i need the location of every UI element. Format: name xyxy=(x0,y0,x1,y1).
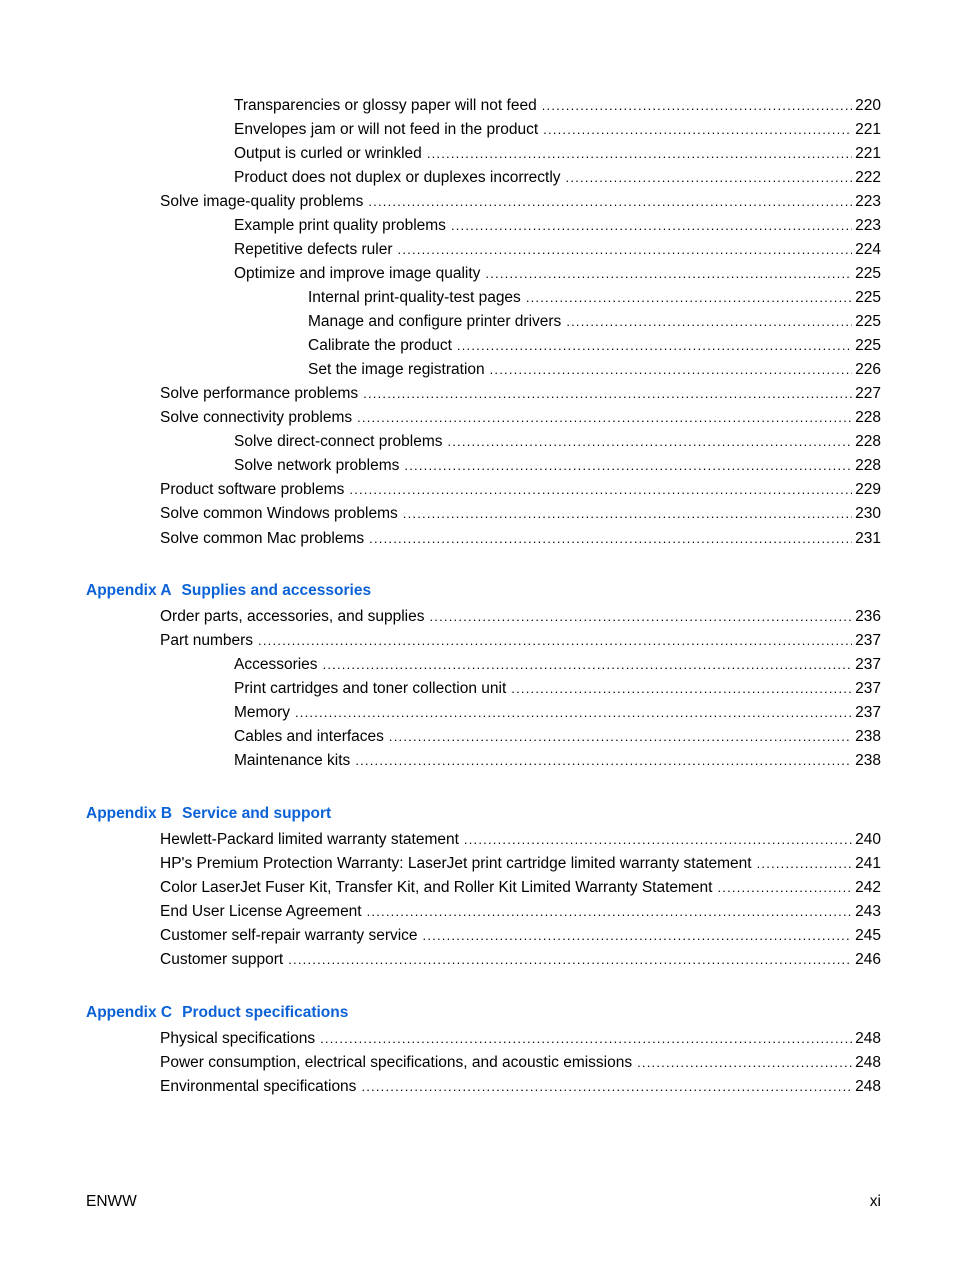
dot-leader xyxy=(404,456,852,476)
appendix-title: Service and support xyxy=(182,805,332,822)
toc-entry[interactable] xyxy=(160,480,881,500)
toc-entry-page: 228 xyxy=(855,409,881,426)
dot-leader xyxy=(363,384,852,404)
toc-entry[interactable] xyxy=(160,830,881,850)
toc-entry-page: 238 xyxy=(855,752,881,769)
toc-entry-page: 227 xyxy=(855,385,881,402)
toc-entry-page: 223 xyxy=(855,193,881,210)
toc-entry[interactable] xyxy=(160,408,881,428)
toc-entry[interactable] xyxy=(308,336,881,356)
toc-entry-page: 228 xyxy=(855,433,881,450)
toc-entry[interactable] xyxy=(234,120,881,140)
toc-entry-title: Order parts, accessories, and supplies xyxy=(160,608,425,625)
dot-leader xyxy=(457,336,852,356)
toc-entry[interactable] xyxy=(234,703,881,723)
dot-leader xyxy=(637,1053,852,1073)
dot-leader xyxy=(485,264,852,284)
toc-entry-page: 240 xyxy=(855,831,881,848)
toc-entry-title: Repetitive defects ruler xyxy=(234,241,393,258)
appendix-b-heading[interactable] xyxy=(86,803,331,825)
toc-entry-title: Set the image registration xyxy=(308,361,485,378)
toc-entry-title: Example print quality problems xyxy=(234,217,446,234)
toc-entry-page: 246 xyxy=(855,951,881,968)
footer-left: ENWW xyxy=(86,1193,137,1210)
toc-entry[interactable] xyxy=(160,950,881,970)
toc-entry-page: 231 xyxy=(855,530,881,547)
toc-entry-title: Solve common Mac problems xyxy=(160,530,365,547)
toc-entry-page: 236 xyxy=(855,608,881,625)
toc-entry-title: Customer support xyxy=(160,951,284,968)
toc-entry[interactable] xyxy=(160,1077,881,1097)
toc-entry-title: Transparencies or glossy paper will not feed xyxy=(234,97,537,114)
dot-leader xyxy=(451,216,852,236)
toc-entry-title: Output is curled or wrinkled xyxy=(234,145,422,162)
toc-entry-page: 245 xyxy=(855,927,881,944)
toc-entry-page: 241 xyxy=(855,855,881,872)
toc-entry[interactable] xyxy=(160,384,881,404)
toc-entry-title: Envelopes jam or will not feed in the product xyxy=(234,121,539,138)
dot-leader xyxy=(323,655,853,675)
toc-entry[interactable] xyxy=(308,312,881,332)
dot-leader xyxy=(389,727,852,747)
toc-entry-page: 229 xyxy=(855,481,881,498)
toc-entry[interactable] xyxy=(160,529,881,549)
toc-entry[interactable] xyxy=(234,240,881,260)
toc-entry[interactable] xyxy=(308,360,881,380)
toc-entry[interactable] xyxy=(234,168,881,188)
toc-entry[interactable] xyxy=(234,264,881,284)
toc-entry-title: Environmental specifications xyxy=(160,1078,357,1095)
toc-entry[interactable] xyxy=(160,854,881,874)
dot-leader xyxy=(403,504,852,524)
dot-leader xyxy=(526,288,852,308)
toc-entry-page: 225 xyxy=(855,337,881,354)
toc-entry-title: Internal print-quality-test pages xyxy=(308,289,521,306)
toc-entry-title: Part numbers xyxy=(160,632,254,649)
toc-entry-page: 237 xyxy=(855,656,881,673)
dot-leader xyxy=(320,1029,852,1049)
toc-entry-page: 220 xyxy=(855,97,881,114)
dot-leader xyxy=(542,96,852,116)
toc-entry-title: Memory xyxy=(234,704,290,721)
toc-entry-page: 238 xyxy=(855,728,881,745)
toc-entry[interactable] xyxy=(160,926,881,946)
toc-entry[interactable] xyxy=(234,216,881,236)
dot-leader xyxy=(490,360,853,380)
toc-entry-title: Color LaserJet Fuser Kit, Transfer Kit, and Roller Kit Limited Warranty Statement xyxy=(160,879,713,896)
toc-entry-title: Optimize and improve image quality xyxy=(234,265,481,282)
toc-entry[interactable] xyxy=(160,878,881,898)
toc-entry-title: HP's Premium Protection Warranty: LaserJet print cartridge limited warranty statement xyxy=(160,855,752,872)
dot-leader xyxy=(423,926,853,946)
dot-leader xyxy=(349,480,852,500)
toc-entry[interactable] xyxy=(234,144,881,164)
toc-entry[interactable] xyxy=(160,902,881,922)
toc-entry-title: End User License Agreement xyxy=(160,903,362,920)
dot-leader xyxy=(464,830,852,850)
toc-entry-page: 237 xyxy=(855,632,881,649)
toc-entry[interactable] xyxy=(160,1053,881,1073)
toc-entry[interactable] xyxy=(234,679,881,699)
toc-entry[interactable] xyxy=(160,631,881,651)
toc-entry[interactable] xyxy=(308,288,881,308)
toc-entry-page: 230 xyxy=(855,505,881,522)
toc-entry-title: Solve direct-connect problems xyxy=(234,433,443,450)
toc-entry-title: Solve image-quality problems xyxy=(160,193,364,210)
toc-entry-page: 221 xyxy=(855,145,881,162)
dot-leader xyxy=(258,631,852,651)
appendix-label: Appendix C xyxy=(86,1004,173,1021)
appendix-a-heading[interactable] xyxy=(86,580,371,602)
dot-leader xyxy=(448,432,853,452)
toc-entry-page: 248 xyxy=(855,1078,881,1095)
toc-entry-page: 225 xyxy=(855,289,881,306)
toc-entry[interactable] xyxy=(234,727,881,747)
toc-entry-title: Product does not duplex or duplexes incorrectly xyxy=(234,169,561,186)
toc-entry[interactable] xyxy=(160,504,881,524)
toc-entry-page: 226 xyxy=(855,361,881,378)
toc-entry-page: 248 xyxy=(855,1030,881,1047)
toc-entry-title: Customer self-repair warranty service xyxy=(160,927,418,944)
dot-leader xyxy=(429,607,852,627)
toc-entry-title: Accessories xyxy=(234,656,318,673)
dot-leader xyxy=(357,408,852,428)
dot-leader xyxy=(566,168,853,188)
toc-entry-title: Cables and interfaces xyxy=(234,728,384,745)
toc-entry[interactable] xyxy=(234,96,881,116)
toc-entry-page: 242 xyxy=(855,879,881,896)
toc-entry-page: 225 xyxy=(855,265,881,282)
dot-leader xyxy=(427,144,852,164)
toc-entry-title: Manage and configure printer drivers xyxy=(308,313,562,330)
toc-entry[interactable] xyxy=(234,655,881,675)
toc-entry-title: Solve connectivity problems xyxy=(160,409,353,426)
toc-entry-title: Calibrate the product xyxy=(308,337,452,354)
appendix-label: Appendix A xyxy=(86,582,172,599)
toc-entry-title: Power consumption, electrical specifications, and acoustic emissions xyxy=(160,1054,633,1071)
toc-entry-title: Hewlett-Packard limited warranty statement xyxy=(160,831,459,848)
toc-entry-title: Print cartridges and toner collection unit xyxy=(234,680,507,697)
toc-entry[interactable] xyxy=(160,192,881,212)
appendix-c-heading[interactable] xyxy=(86,1002,348,1024)
toc-entry[interactable] xyxy=(234,456,881,476)
toc-entry-title: Solve performance problems xyxy=(160,385,359,402)
toc-entry-page: 221 xyxy=(855,121,881,138)
dot-leader xyxy=(757,854,853,874)
appendix-title: Supplies and accessories xyxy=(181,582,372,599)
toc-entry-page: 228 xyxy=(855,457,881,474)
dot-leader xyxy=(288,950,852,970)
dot-leader xyxy=(367,902,853,922)
dot-leader xyxy=(368,192,852,212)
toc-entry-page: 223 xyxy=(855,217,881,234)
dot-leader xyxy=(369,529,852,549)
dot-leader xyxy=(355,751,852,771)
toc-entry-title: Maintenance kits xyxy=(234,752,351,769)
toc-entry-page: 222 xyxy=(855,169,881,186)
dot-leader xyxy=(295,703,852,723)
appendix-label: Appendix B xyxy=(86,805,173,822)
toc-entry[interactable] xyxy=(160,1029,881,1049)
page-number: xi xyxy=(869,1193,881,1210)
dot-leader xyxy=(361,1077,852,1097)
dot-leader xyxy=(543,120,852,140)
toc-entry-page: 225 xyxy=(855,313,881,330)
dot-leader xyxy=(511,679,852,699)
appendix-title: Product specifications xyxy=(182,1004,349,1021)
toc-entry-title: Solve common Windows problems xyxy=(160,505,398,522)
toc-entry-title: Solve network problems xyxy=(234,457,400,474)
dot-leader xyxy=(566,312,852,332)
toc-entry-page: 237 xyxy=(855,704,881,721)
toc-entry[interactable] xyxy=(234,432,881,452)
toc-entry[interactable] xyxy=(234,751,881,771)
toc-entry-page: 248 xyxy=(855,1054,881,1071)
dot-leader xyxy=(717,878,852,898)
dot-leader xyxy=(398,240,853,260)
toc-entry-title: Product software problems xyxy=(160,481,345,498)
toc-entry[interactable] xyxy=(160,607,881,627)
toc-entry-page: 224 xyxy=(855,241,881,258)
toc-entry-title: Physical specifications xyxy=(160,1030,316,1047)
toc-entry-page: 237 xyxy=(855,680,881,697)
toc-entry-page: 243 xyxy=(855,903,881,920)
